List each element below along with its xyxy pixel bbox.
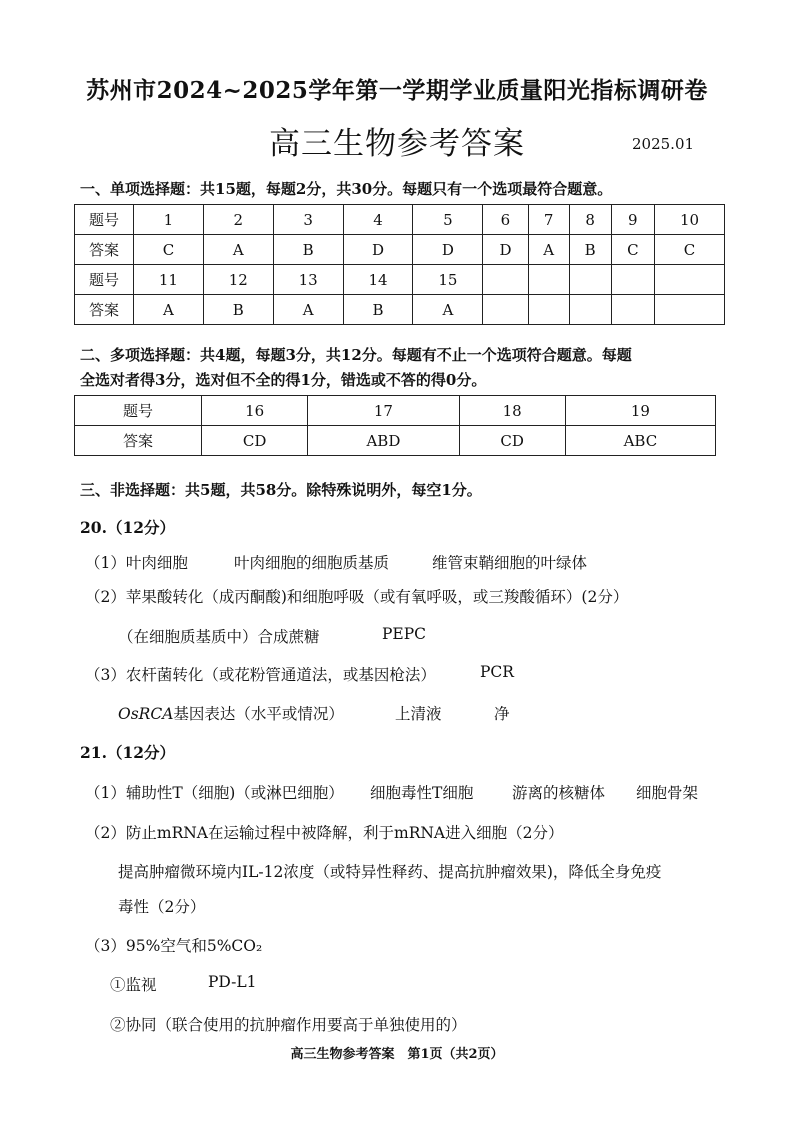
row-label: 答案 xyxy=(75,295,134,325)
question-number: 10 xyxy=(655,205,725,235)
answer-cell: A xyxy=(203,235,273,265)
answer-text: 叶肉细胞 xyxy=(125,554,188,572)
table-row xyxy=(75,265,725,295)
answer-text: PD-L1 xyxy=(208,973,257,991)
section2-heading-line1: 二、多项选择题：共4题，每题3分，共12分。每题有不止一个选项符合题意。每题 xyxy=(80,346,632,364)
q20-title: 20.（12分） xyxy=(80,518,176,537)
q21-part1 xyxy=(85,781,344,803)
answer-text: 毒性（2分） xyxy=(118,898,206,916)
answer-text: 基因表达（水平或情况） xyxy=(173,705,344,723)
part-number: （1） xyxy=(85,554,126,572)
q21-part2 xyxy=(85,821,564,843)
question-number: 7 xyxy=(528,205,569,235)
document-date: 2025.01 xyxy=(632,135,695,153)
part-number: （2） xyxy=(85,588,126,606)
question-number: 4 xyxy=(343,205,413,235)
single-choice-answer-table xyxy=(74,204,725,325)
answer-text: ①监视 xyxy=(110,976,157,994)
answer-cell: C xyxy=(655,235,725,265)
question-number: 9 xyxy=(611,205,654,235)
empty-cell xyxy=(483,295,528,325)
question-number: 5 xyxy=(413,205,483,235)
q21-title: 21.（12分） xyxy=(80,743,176,762)
row-label: 答案 xyxy=(75,235,134,265)
empty-cell xyxy=(528,295,569,325)
section1-heading: 一、单项选择题：共15题，每题2分，共30分。每题只有一个选项最符合题意。 xyxy=(80,180,613,198)
answer-text: 提高肿瘤微环境内IL-12浓度（或特异性释药、提高抗肿瘤效果)，降低全身免疫 xyxy=(118,863,662,881)
answer-text: 农杆菌转化（或花粉管通道法，或基因枪法） xyxy=(125,666,436,684)
gene-name: OsRCA xyxy=(118,705,174,723)
document-subtitle: 高三生物参考答案 xyxy=(269,126,525,162)
row-label: 答案 xyxy=(75,426,202,456)
answer-text: ②协同（联合使用的抗肿瘤作用要高于单独使用的） xyxy=(110,1016,467,1034)
question-number: 2 xyxy=(203,205,273,235)
answer-text: 游离的核糖体 xyxy=(512,784,606,802)
section2-heading-line2: 全选对者得3分，选对但不全的得1分，错选或不答的得0分。 xyxy=(80,371,487,389)
answer-cell: A xyxy=(528,235,569,265)
answer-text: 叶肉细胞的细胞质基质 xyxy=(234,554,390,572)
question-number: 16 xyxy=(202,396,308,426)
row-label: 题号 xyxy=(75,265,134,295)
answer-cell: C xyxy=(611,235,654,265)
part-number: （2） xyxy=(85,824,126,842)
q21-part3 xyxy=(85,934,262,956)
empty-cell xyxy=(655,295,725,325)
answer-cell: CD xyxy=(202,426,308,456)
answer-cell: ABD xyxy=(308,426,459,456)
answer-text: 苹果酸转化（成丙酮酸)和细胞呼吸（或有氧呼吸，或三羧酸循环）(2分） xyxy=(125,588,629,606)
document-title: 苏州市2024~2025学年第一学期学业质量阳光指标调研卷 xyxy=(86,77,708,104)
question-number: 13 xyxy=(273,265,343,295)
empty-cell xyxy=(569,295,611,325)
answer-cell: A xyxy=(273,295,343,325)
question-number: 15 xyxy=(413,265,483,295)
answer-text: 细胞毒性T细胞 xyxy=(370,784,474,802)
table-row xyxy=(75,426,716,456)
table-row xyxy=(75,205,725,235)
page-footer: 高三生物参考答案 第1页（共2页） xyxy=(290,1047,504,1062)
question-number: 12 xyxy=(203,265,273,295)
question-number: 11 xyxy=(134,265,204,295)
empty-cell xyxy=(655,265,725,295)
answer-cell: A xyxy=(413,295,483,325)
question-number: 1 xyxy=(134,205,204,235)
answer-text: 防止mRNA在运输过程中被降解，利于mRNA进入细胞（2分） xyxy=(125,824,564,842)
part-number: （3） xyxy=(85,937,126,955)
answer-text: 净 xyxy=(494,705,510,723)
answer-text: 95%空气和5%CO₂ xyxy=(125,937,263,955)
question-number: 3 xyxy=(273,205,343,235)
multi-choice-answer-table xyxy=(74,395,716,456)
answer-cell: CD xyxy=(459,426,565,456)
answer-text: （在细胞质基质中）合成蔗糖 xyxy=(118,628,320,646)
question-number: 8 xyxy=(569,205,611,235)
q20-part1 xyxy=(85,551,188,573)
section3-heading: 三、非选择题：共5题，共58分。除特殊说明外，每空1分。 xyxy=(80,481,482,499)
empty-cell xyxy=(569,265,611,295)
answer-text: 细胞骨架 xyxy=(636,784,699,802)
answer-cell: D xyxy=(413,235,483,265)
answer-text: 辅助性T（细胞)（或淋巴细胞） xyxy=(125,784,344,802)
empty-cell xyxy=(611,265,654,295)
answer-cell: D xyxy=(343,235,413,265)
answer-text: 上清液 xyxy=(395,705,442,723)
answer-cell: C xyxy=(134,235,204,265)
part-number: （1） xyxy=(85,784,126,802)
q20-part2 xyxy=(85,585,628,607)
answer-cell: B xyxy=(273,235,343,265)
answer-cell: B xyxy=(343,295,413,325)
row-label: 题号 xyxy=(75,205,134,235)
table-row xyxy=(75,235,725,265)
part-number: （3） xyxy=(85,666,126,684)
answer-cell: D xyxy=(483,235,528,265)
question-number: 14 xyxy=(343,265,413,295)
answer-cell: B xyxy=(569,235,611,265)
answer-cell: B xyxy=(203,295,273,325)
question-number: 19 xyxy=(565,396,715,426)
q20-part3-gene-expression xyxy=(118,702,344,724)
answer-cell: ABC xyxy=(565,426,715,456)
table-row xyxy=(75,396,716,426)
q20-part3 xyxy=(85,663,436,685)
question-number: 17 xyxy=(308,396,459,426)
answer-text: 维管束鞘细胞的叶绿体 xyxy=(432,554,588,572)
empty-cell xyxy=(483,265,528,295)
table-row xyxy=(75,295,725,325)
answer-text: PCR xyxy=(480,663,514,681)
empty-cell xyxy=(611,295,654,325)
empty-cell xyxy=(528,265,569,295)
answer-cell: A xyxy=(134,295,204,325)
question-number: 18 xyxy=(459,396,565,426)
question-number: 6 xyxy=(483,205,528,235)
row-label: 题号 xyxy=(75,396,202,426)
answer-text: PEPC xyxy=(382,625,427,643)
